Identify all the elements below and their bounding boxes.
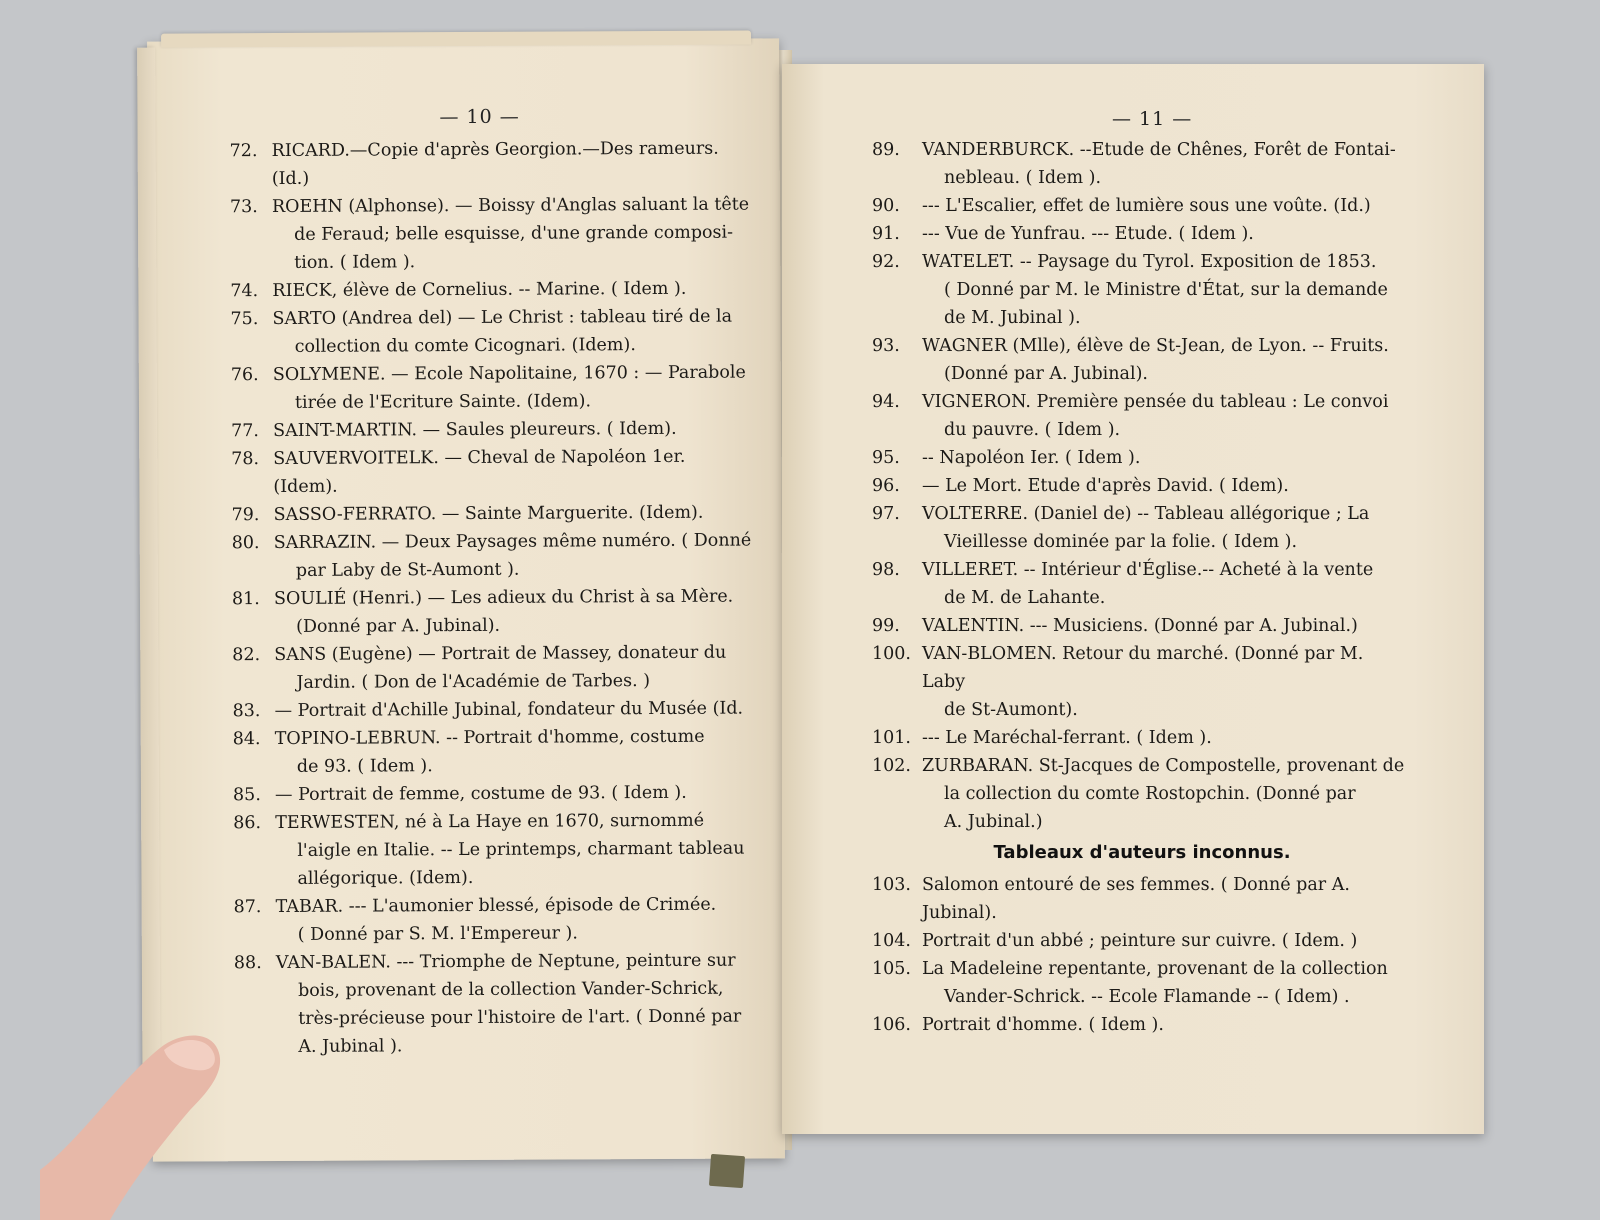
entry-text: -- Napoléon Ier. ( Idem ).	[922, 448, 1141, 468]
catalog-entry	[233, 723, 753, 782]
entry-number: 73.	[229, 197, 258, 218]
entry-continuation: la collection du comte Rostopchin. (Donné par	[944, 784, 1356, 804]
entry-text: RICARD.—Copie d'après Georgion.—Des rameurs.(Id.)	[271, 138, 719, 190]
catalog-entry	[872, 1011, 1412, 1039]
entry-text: TABAR. --- L'aumonier blessé, épisode de Crimée.	[275, 894, 717, 918]
catalog-entry	[233, 806, 753, 893]
entry-number: 95.	[872, 448, 900, 468]
catalog-entry	[872, 332, 1412, 388]
entry-number: 76.	[230, 365, 259, 386]
catalog-entry	[231, 359, 751, 418]
entry-number: 88.	[233, 953, 262, 974]
entry-continuation: allégorique. (Idem).	[297, 867, 474, 889]
catalog-entry	[872, 388, 1412, 444]
entry-first-line	[230, 135, 750, 194]
entry-number: 79.	[231, 505, 260, 526]
catalog-entry	[232, 583, 752, 642]
catalog-entry	[872, 472, 1412, 500]
entry-continuation: (Donné par A. Jubinal).	[944, 364, 1148, 384]
entry-first-line	[872, 612, 1412, 640]
entry-number: 84.	[232, 729, 261, 750]
catalog-entry	[872, 136, 1412, 192]
entry-first-line	[872, 724, 1412, 752]
entry-first-line	[231, 359, 751, 390]
catalog-entry	[872, 724, 1412, 752]
catalog-entry	[872, 192, 1412, 220]
entry-number: 78.	[231, 449, 260, 470]
bookmark-ribbon	[709, 1154, 745, 1188]
catalog-entry	[872, 500, 1412, 556]
entry-first-line	[232, 527, 752, 558]
section-heading: Tableaux d'auteurs inconnus.	[993, 842, 1291, 863]
catalog-entry	[872, 248, 1412, 332]
entry-first-line	[233, 779, 753, 810]
thumb-holding-page	[40, 1020, 240, 1220]
entry-first-line	[872, 444, 1412, 472]
entry-number: 105.	[872, 959, 911, 979]
catalog-entry	[231, 415, 751, 446]
entry-number: 96.	[872, 476, 900, 496]
entry-text: ROEHN (Alphonse). — Boissy d'Anglas saluant la tête	[271, 194, 750, 218]
entry-first-line	[872, 248, 1412, 276]
entry-number: 99.	[872, 616, 900, 636]
entry-first-line	[872, 556, 1412, 584]
entry-number: 104.	[872, 931, 911, 951]
entry-number: 90.	[872, 196, 900, 216]
catalog-entry	[232, 639, 752, 698]
catalog-entry	[230, 135, 750, 194]
entry-continuation: de M. de Lahante.	[944, 588, 1106, 608]
entry-continuation: du pauvre. ( Idem ).	[944, 420, 1121, 440]
entry-text: Portrait d'un abbé ; peinture sur cuivre. ( Idem. )	[922, 931, 1358, 951]
right-page	[782, 64, 1484, 1134]
entry-number: 86.	[233, 813, 262, 834]
catalog-entry	[234, 890, 754, 949]
page-number: — 11 —	[1112, 108, 1193, 130]
entry-number: 72.	[229, 141, 258, 162]
entry-first-line	[872, 332, 1412, 360]
entry-text: VAN-BALEN. --- Triomphe de Neptune, peinture sur	[275, 950, 736, 974]
entry-text: SAUVERVOITELK. — Cheval de Napoléon 1er. (Idem).	[273, 446, 686, 498]
entry-number: 98.	[872, 560, 900, 580]
catalog-entry	[233, 695, 753, 726]
catalog-entry	[872, 612, 1412, 640]
entry-first-line	[872, 136, 1412, 164]
catalog-entry	[234, 946, 755, 1061]
entry-number: 100.	[872, 644, 911, 664]
entry-text: SASSO-FERRATO. — Sainte Marguerite. (Idem).	[273, 502, 704, 526]
entry-first-line	[872, 1011, 1412, 1039]
catalog-entry	[233, 779, 753, 810]
entry-text: TERWESTEN, né à La Haye en 1670, surnommé	[275, 810, 705, 834]
catalog-entry	[872, 220, 1412, 248]
entry-number: 80.	[231, 533, 260, 554]
entry-number: 101.	[872, 728, 911, 748]
entry-text: — Portrait de femme, costume de 93. ( Idem ).	[274, 782, 687, 806]
entry-continuation: collection du comte Cicognari. (Idem).	[294, 335, 636, 357]
entry-first-line	[872, 640, 1412, 696]
entry-first-line	[231, 499, 751, 530]
entry-number: 97.	[872, 504, 900, 524]
entry-number: 103.	[872, 875, 911, 895]
entry-number: 83.	[232, 701, 261, 722]
entry-continuation: nebleau. ( Idem ).	[944, 168, 1102, 188]
entry-continuation: très-précieuse pour l'histoire de l'art. ( Donné par	[298, 1006, 742, 1029]
entry-continuation: ( Donné par M. le Ministre d'État, sur la demande	[944, 280, 1388, 300]
entry-first-line	[872, 388, 1412, 416]
entry-number: 93.	[872, 336, 900, 356]
entry-text: SOLYMENE. — Ecole Napolitaine, 1670 : — Parabole	[272, 362, 746, 386]
entry-continuation: de M. Jubinal ).	[944, 308, 1081, 328]
entry-text: SOULIÉ (Henri.) — Les adieux du Christ à sa Mère.	[273, 586, 734, 610]
entry-group	[872, 871, 1412, 1039]
entry-continuation: de St-Aumont).	[944, 700, 1078, 720]
catalog-entry	[872, 927, 1412, 955]
entry-text: VANDERBURCK. --Etude de Chênes, Forêt de Fontai-	[922, 140, 1396, 160]
page-edge	[137, 48, 161, 1128]
entry-continuation: tirée de l'Ecriture Sainte. (Idem).	[294, 391, 592, 413]
entry-text: --- Vue de Yunfrau. --- Etude. ( Idem ).	[922, 224, 1254, 244]
entry-number: 89.	[872, 140, 900, 160]
page-number: — 10 —	[439, 105, 520, 129]
entry-first-line	[234, 890, 754, 921]
entry-text: — Portrait d'Achille Jubinal, fondateur du Musée (Id.	[274, 698, 744, 722]
catalog-entry	[872, 444, 1412, 472]
catalog-entry	[231, 443, 751, 502]
catalog-entry	[872, 871, 1412, 927]
entry-text: --- L'Escalier, effet de lumière sous une voûte. (Id.)	[922, 196, 1371, 216]
left-page	[147, 38, 785, 1161]
entry-number: 91.	[872, 224, 900, 244]
entry-text: — Le Mort. Etude d'après David. ( Idem).	[922, 476, 1289, 496]
entry-number: 74.	[230, 281, 259, 302]
entry-first-line	[232, 639, 752, 670]
entry-number: 81.	[231, 589, 260, 610]
entry-continuation: tion. ( Idem ).	[294, 252, 416, 273]
entry-first-line	[872, 500, 1412, 528]
entry-first-line	[872, 220, 1412, 248]
entry-number: 106.	[872, 1015, 911, 1035]
entry-first-line	[872, 752, 1412, 780]
entry-text: RIECK, élève de Cornelius. -- Marine. ( Idem ).	[272, 278, 687, 302]
catalog-entry	[231, 499, 751, 530]
entry-text: Portrait d'homme. ( Idem ).	[922, 1015, 1164, 1035]
entry-text: SARRAZIN. — Deux Paysages même numéro. ( Donné	[273, 530, 752, 554]
entry-list	[230, 135, 755, 1062]
entry-text: SAINT-MARTIN. — Saules pleureurs. ( Idem).	[273, 418, 677, 442]
catalog-entry	[230, 303, 750, 362]
entry-continuation: Vander-Schrick. -- Ecole Flamande -- ( Idem) .	[944, 987, 1350, 1007]
entry-number: 92.	[872, 252, 900, 272]
entry-text: SARTO (Andrea del) — Le Christ : tableau tiré de la	[272, 306, 733, 330]
catalog-entry	[872, 640, 1412, 724]
entry-first-line	[872, 871, 1412, 927]
entry-first-line	[231, 415, 751, 446]
entry-text: WAGNER (Mlle), élève de St-Jean, de Lyon. -- Fruits.	[922, 336, 1389, 356]
page-top-fold	[161, 30, 751, 47]
catalog-entry	[872, 752, 1412, 836]
entry-number: 87.	[233, 897, 262, 918]
entry-first-line	[230, 191, 750, 222]
entry-text: SANS (Eugène) — Portrait de Massey, donateur du	[274, 642, 727, 666]
entry-first-line	[231, 443, 751, 502]
entry-continuation: Vieillesse dominée par la folie. ( Idem ).	[944, 532, 1298, 552]
entry-text: ZURBARAN. St-Jacques de Compostelle, provenant de	[922, 756, 1405, 776]
entry-text: Salomon entouré de ses femmes. ( Donné par A. Jubinal).	[922, 875, 1350, 923]
entry-first-line	[233, 806, 753, 837]
entry-continuation: (Donné par A. Jubinal).	[296, 615, 501, 637]
entry-continuation: A. Jubinal ).	[298, 1036, 403, 1057]
entry-continuation: par Laby de St-Aumont ).	[295, 559, 520, 581]
entry-continuation: bois, provenant de la collection Vander-Schrick,	[297, 978, 724, 1001]
catalog-entry	[872, 556, 1412, 612]
catalog-entry	[230, 191, 750, 278]
entry-number: 77.	[231, 421, 260, 442]
entry-first-line	[233, 695, 753, 726]
entry-first-line	[872, 955, 1412, 983]
entry-first-line	[230, 303, 750, 334]
entry-text: WATELET. -- Paysage du Tyrol. Exposition de 1853.	[922, 252, 1377, 272]
entry-number: 75.	[230, 309, 259, 330]
entry-first-line	[232, 583, 752, 614]
entry-text: VILLERET. -- Intérieur d'Église.-- Acheté à la vente	[922, 560, 1374, 580]
entry-number: 102.	[872, 756, 911, 776]
entry-continuation: l'aigle en Italie. -- Le printemps, charmant tableau	[297, 838, 745, 861]
catalog-entry	[872, 955, 1412, 1011]
entry-number: 82.	[232, 645, 261, 666]
entry-text: TOPINO-LEBRUN. -- Portrait d'homme, costume	[274, 726, 705, 750]
entry-first-line	[872, 472, 1412, 500]
entry-first-line	[234, 946, 754, 977]
entry-text: VIGNERON. Première pensée du tableau : Le convoi	[922, 392, 1389, 412]
entry-continuation: ( Donné par S. M. l'Empereur ).	[297, 923, 578, 945]
catalog-entry	[230, 275, 750, 306]
catalog-entry	[232, 527, 752, 586]
entry-number: 94.	[872, 392, 900, 412]
entry-continuation: A. Jubinal.)	[944, 812, 1043, 832]
entry-first-line	[872, 192, 1412, 220]
entry-text: VOLTERRE. (Daniel de) -- Tableau allégorique ; La	[922, 504, 1370, 524]
entry-continuation: Jardin. ( Don de l'Académie de Tarbes. )	[296, 671, 651, 693]
entry-text: --- Le Maréchal-ferrant. ( Idem ).	[922, 728, 1212, 748]
entry-number: 85.	[232, 785, 261, 806]
entry-group	[872, 136, 1412, 836]
entry-list	[872, 136, 1412, 1039]
entry-text: VAN-BLOMEN. Retour du marché. (Donné par M. Laby	[922, 644, 1364, 692]
entry-text: La Madeleine repentante, provenant de la collection	[922, 959, 1388, 979]
entry-first-line	[872, 927, 1412, 955]
entry-first-line	[230, 275, 750, 306]
entry-text: VALENTIN. --- Musiciens. (Donné par A. Jubinal.)	[922, 616, 1358, 636]
entry-first-line	[233, 723, 753, 754]
entry-continuation: de Feraud; belle esquisse, d'une grande composi-	[294, 222, 734, 245]
entry-continuation: de 93. ( Idem ).	[296, 756, 433, 777]
